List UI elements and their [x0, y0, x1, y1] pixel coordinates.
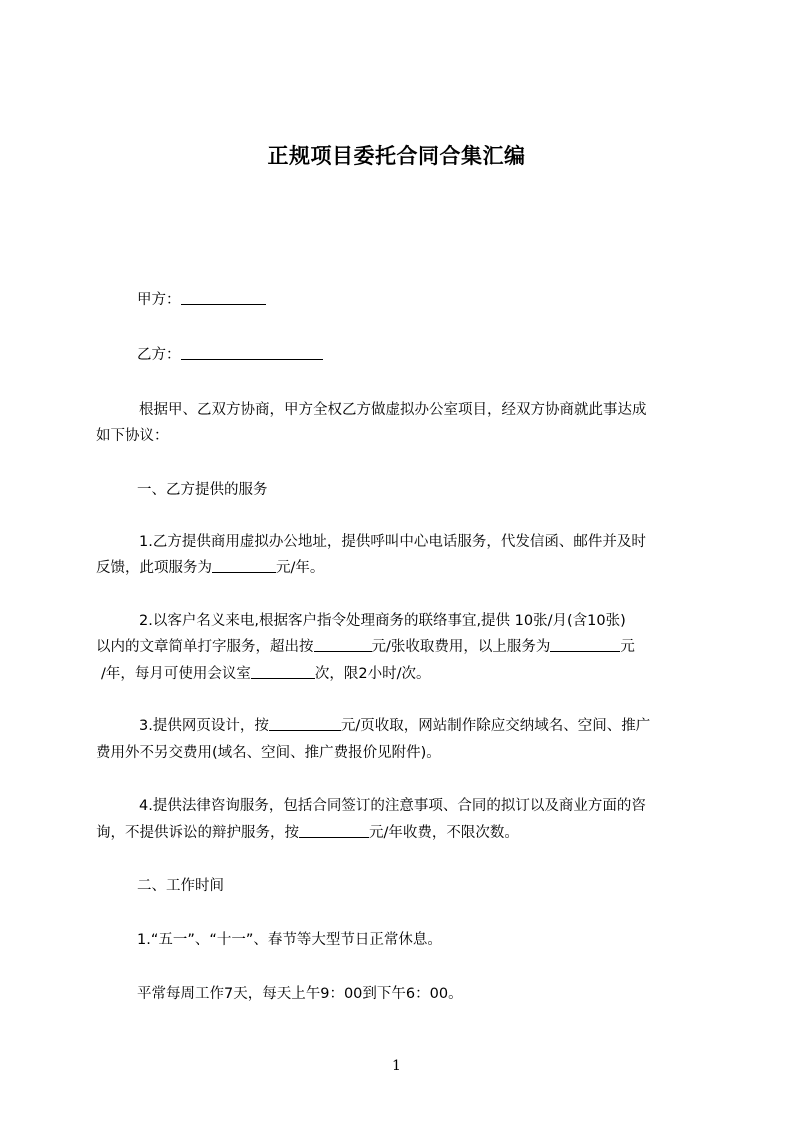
item-2-text-a: 以内的文章简单打字服务，超出按 — [96, 639, 314, 655]
item-2-text-e: 次，限2小时/次。 — [314, 666, 431, 682]
item-1-text-b: 元/年。 — [276, 560, 325, 576]
section-2-heading: 二、工作时间 — [137, 878, 224, 894]
item-1-text-a: 反馈，此项服务为 — [96, 560, 212, 576]
item-2-meeting-count-blank — [251, 664, 315, 679]
item-1-line-2 — [96, 558, 324, 578]
item-3-line-2: 费用外不另交费用(域名、空间、推广费报价见附件)。 — [96, 745, 441, 761]
item-4-fee-blank — [299, 823, 369, 838]
item-4-text-a: 询，不提供诉讼的辩护服务，按 — [96, 825, 299, 841]
item-3-text-a: 3.提供网页设计，按 — [139, 718, 269, 734]
item-2-text-c: 元 — [620, 639, 635, 655]
party-a-blank — [181, 290, 266, 305]
item-2-text-b: 元/张收取费用，以上服务为 — [371, 639, 551, 655]
item-1-fee-blank — [212, 558, 276, 573]
item-2-line-1: 2.以客户名义来电,根据客户指令处理商务的联络事宜,提供 10张/月(含10张) — [139, 613, 626, 629]
section-2-item-1: 1.“五一”、“十一”、春节等大型节日正常休息。 — [137, 932, 442, 948]
item-1-line-1: 1.乙方提供商用虚拟办公地址，提供呼叫中心电话服务，代发信函、邮件并及时 — [139, 534, 646, 550]
item-3-text-b: 元/页收取，网站制作除应交纳域名、空间、推广 — [340, 718, 651, 734]
item-2-extra-fee-blank — [314, 637, 372, 652]
item-3-line-1 — [139, 716, 650, 736]
party-b-line — [137, 345, 323, 365]
item-4-text-b: 元/年收费，不限次数。 — [369, 825, 519, 841]
party-b-label: 乙方： — [137, 347, 181, 363]
party-a-line — [137, 290, 266, 310]
item-2-text-d: /年，每月可使用会议室 — [101, 666, 251, 682]
item-2-service-fee-blank — [550, 637, 620, 652]
page-number: 1 — [392, 1058, 401, 1074]
section-1-heading: 一、乙方提供的服务 — [137, 482, 268, 498]
party-b-blank — [181, 345, 323, 360]
document-title: 正规项目委托合同合集汇编 — [267, 144, 526, 168]
section-2-item-2: 平常每周工作7天，每天上午9：00到下午6：00。 — [137, 986, 463, 1002]
item-4-line-2 — [96, 823, 519, 843]
item-2-line-2 — [96, 637, 635, 657]
intro-line-2: 如下协议： — [96, 428, 169, 444]
intro-line-1: 根据甲、乙双方协商，甲方全权乙方做虚拟办公室项目，经双方协商就此事达成 — [139, 402, 647, 418]
item-2-line-3 — [101, 664, 431, 684]
party-a-label: 甲方： — [137, 292, 181, 308]
item-4-line-1: 4.提供法律咨询服务，包括合同签订的注意事项、合同的拟订以及商业方面的咨 — [139, 798, 646, 814]
item-3-fee-blank — [269, 716, 341, 731]
